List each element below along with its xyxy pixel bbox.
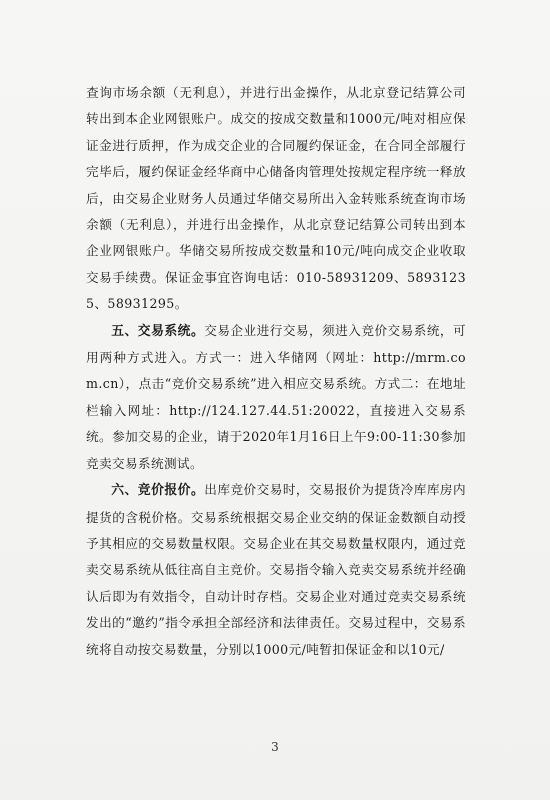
page-number: 3 — [271, 740, 279, 754]
section-bidding-quote — [86, 477, 466, 663]
section-heading-trading-system: 五、交易系统。 — [111, 323, 205, 339]
section-trading-system — [86, 318, 466, 477]
paragraph-continuation: 查询市场余额（无利息），并进行出金操作，从北京登记结算公司转出到本企业网银账户。成交的按成交数量和1000元/吨对相应保证金进行质押，作为成交企业的合同履约保证金，在合同全部履行完毕后，履约保证金经华商中心储备肉管理处按规定程序统一释放后，由交易企业财务人员通过华储交易所出入金转账系统查询市场余额（无利息），并进行出金操作，从北京登记结算公司转出到本企业网银账户。华储交易所按成交数量和10元/吨向成交企业收取交易手续费。保证金事宜咨询电话：010-58931209、58931235、58931295。 — [86, 85, 466, 312]
section-body-trading-system: 交易企业进行交易，须进入竞价交易系统，可用两种方式进入。方式一：进入华储网（网址：http://mrm.com.cn），点击“竞价交易系统”进入相应交易系统。方式二：在地址栏输入网址：http://124.127.44.51:20022，直接进入交易系统。参加交易的企业，请于2020年1月16日上午9:00-11:30参加竞卖交易系统测试。 — [86, 322, 467, 471]
section-body-bidding-quote: 出库竞价交易时，交易报价为提货冷库库房内提货的含税价格。交易系统根据交易企业交纳的保证金数额自动授予其相应的交易数量权限。交易企业在其交易数量权限内，通过竞卖交易系统从低往高自主竞价。交易指令输入竞卖交易系统并经确认后即为有效指令，自动计时存档。交易企业对通过竞卖交易系统发出的“邀约”指令承担全部经济和法律责任。交易过程中，交易系统将自动按交易数量，分别以1000元/吨暂扣保证金和以10元/ — [86, 482, 467, 657]
document-body — [86, 80, 466, 663]
section-heading-bidding-quote: 六、竞价报价。 — [111, 483, 205, 499]
